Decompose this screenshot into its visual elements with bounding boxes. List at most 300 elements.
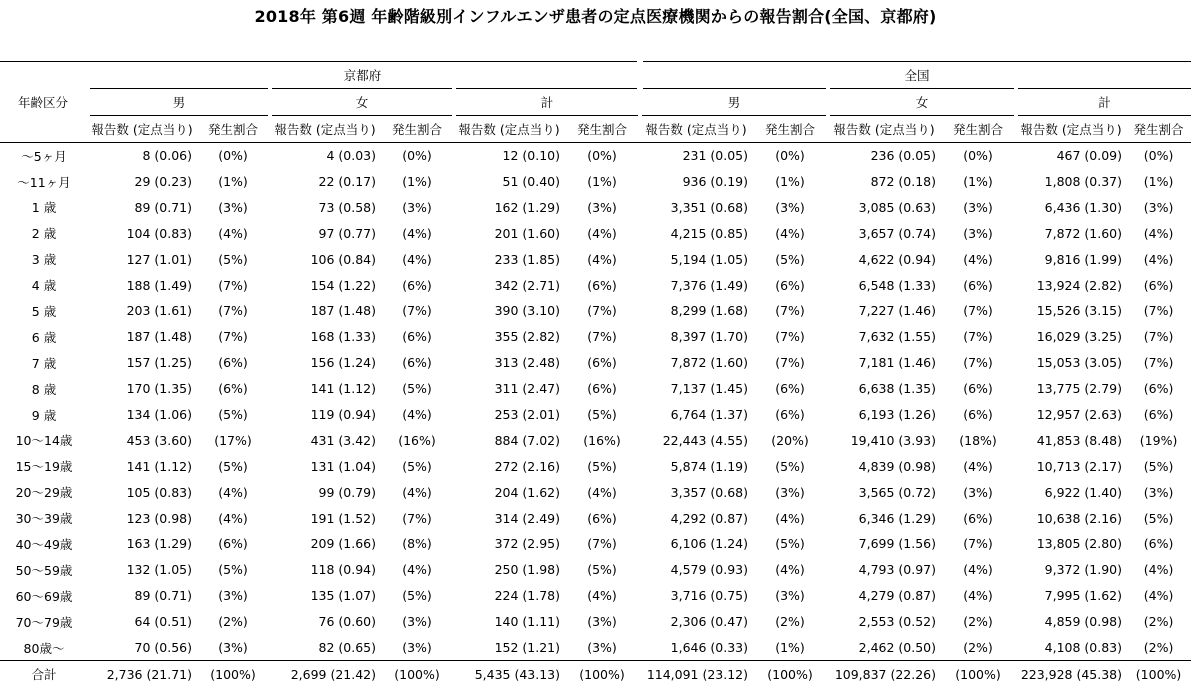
report-count-cell: 162 (1.29)	[494, 199, 560, 215]
rate-cell: (7%)	[963, 355, 993, 371]
report-count-cell: 168 (1.33)	[310, 329, 376, 345]
national-total-header: 計	[1016, 88, 1191, 115]
col-count-header: 報告数 (定点当り)	[640, 115, 752, 142]
rate-cell: (4%)	[402, 484, 432, 500]
rate-cell: (7%)	[1143, 355, 1174, 371]
rate-cell: (6%)	[402, 355, 432, 371]
rate-cell: (5%)	[402, 381, 432, 397]
rate-cell: (7%)	[1143, 329, 1174, 345]
rate-cell: (6%)	[1143, 381, 1174, 397]
report-count-cell: 127 (1.01)	[126, 251, 192, 267]
rate-cell: (18%)	[959, 432, 997, 448]
age-header: 年齢区分	[17, 94, 68, 110]
rate-cell: (16%)	[583, 432, 621, 448]
report-count-cell: 187 (1.48)	[126, 329, 192, 345]
rate-cell: (19%)	[1139, 432, 1178, 448]
table-row	[0, 324, 1191, 350]
report-count-cell: 7,699 (1.56)	[858, 536, 937, 552]
report-count-cell: 132 (1.05)	[126, 562, 192, 578]
rate-cell: (7%)	[587, 536, 617, 552]
rate-cell: (6%)	[218, 355, 248, 371]
rate-cell: (4%)	[402, 225, 432, 241]
rate-cell: (3%)	[963, 225, 993, 241]
rate-cell: (4%)	[402, 407, 432, 423]
report-count-cell: 10,713 (2.17)	[1036, 458, 1123, 474]
rate-cell: (100%)	[940, 661, 1016, 687]
report-count-cell: 4,579 (0.93)	[670, 562, 749, 578]
age-label: 80歳〜	[23, 640, 65, 656]
rate-cell: (6%)	[1143, 536, 1174, 552]
report-count-cell: 884 (7.02)	[494, 432, 560, 448]
col-count-header: 報告数 (定点当り)	[454, 115, 564, 142]
report-count-cell: 97 (0.77)	[318, 225, 376, 241]
table-row	[0, 376, 1191, 402]
report-count-cell: 3,085 (0.63)	[858, 199, 937, 215]
col-count-header: 報告数 (定点当り)	[270, 115, 380, 142]
report-count-cell: 467 (0.09)	[1056, 148, 1123, 164]
rate-cell: (4%)	[1143, 588, 1174, 604]
rate-cell: (3%)	[218, 640, 248, 656]
table-row	[0, 298, 1191, 324]
report-count-cell: 4,859 (0.98)	[1044, 614, 1123, 630]
report-count-cell: 170 (1.35)	[126, 381, 192, 397]
rate-cell: (1%)	[963, 174, 993, 189]
report-count-cell: 8,299 (1.68)	[670, 303, 749, 319]
report-count-cell: 3,716 (0.75)	[670, 588, 749, 604]
report-count-cell: 311 (2.47)	[494, 381, 560, 397]
kyoto-male-header: 男	[88, 88, 270, 115]
report-count-cell: 5,194 (1.05)	[670, 251, 749, 267]
report-count-cell: 204 (1.62)	[494, 484, 560, 500]
report-count-cell: 12 (0.10)	[502, 148, 560, 164]
rate-cell: (4%)	[402, 562, 432, 578]
report-count-cell: 3,351 (0.68)	[670, 199, 749, 215]
rate-cell: (3%)	[587, 199, 617, 215]
report-count-cell: 4 (0.03)	[326, 148, 376, 164]
report-count-cell: 141 (1.12)	[126, 458, 192, 474]
report-count-cell: 209 (1.66)	[310, 536, 376, 552]
report-count-cell: 187 (1.48)	[310, 303, 376, 319]
report-count-cell: 1,808 (0.37)	[1044, 174, 1123, 189]
rate-cell: (3%)	[775, 588, 805, 604]
rate-cell: (6%)	[587, 355, 617, 371]
table-row	[0, 246, 1191, 272]
report-count-cell: 15,526 (3.15)	[1036, 303, 1123, 319]
age-label: 6 歳	[31, 329, 57, 345]
report-count-cell: 73 (0.58)	[318, 199, 376, 215]
rate-cell: (2%)	[775, 614, 805, 630]
rate-cell: (5%)	[218, 562, 248, 578]
col-rate-header: 発生割合	[196, 115, 270, 142]
age-label: 40〜49歳	[15, 536, 73, 552]
age-label: 30〜39歳	[15, 511, 73, 527]
rate-cell: (3%)	[1143, 484, 1174, 500]
rate-cell: (7%)	[963, 536, 993, 552]
report-count-cell: 8 (0.06)	[142, 148, 192, 164]
report-count-cell: 431 (3.42)	[310, 432, 376, 448]
report-count-cell: 7,376 (1.49)	[670, 277, 749, 293]
age-label: 70〜79歳	[15, 614, 73, 630]
rate-cell: (6%)	[587, 381, 617, 397]
report-count-cell: 314 (2.49)	[494, 510, 560, 526]
rate-cell: (4%)	[587, 484, 617, 500]
rate-cell: (4%)	[218, 510, 248, 526]
report-count-cell: 6,548 (1.33)	[858, 277, 937, 293]
rate-cell: (3%)	[402, 640, 432, 656]
column-header-row	[0, 115, 1191, 142]
rate-cell: (6%)	[775, 381, 805, 397]
rate-cell: (5%)	[587, 407, 617, 423]
report-count-cell: 5,874 (1.19)	[670, 458, 749, 474]
report-count-cell: 342 (2.71)	[494, 277, 560, 293]
report-count-cell: 224 (1.78)	[494, 588, 560, 604]
report-count-cell: 51 (0.40)	[502, 174, 560, 189]
table-row	[0, 583, 1191, 609]
rate-cell: (4%)	[775, 225, 805, 241]
rate-cell: (2%)	[1143, 640, 1174, 656]
rate-cell: (4%)	[587, 588, 617, 604]
report-count-cell: 123 (0.98)	[126, 510, 192, 526]
rate-cell: (6%)	[1143, 407, 1174, 423]
rate-cell: (0%)	[218, 148, 248, 164]
rate-cell: (2%)	[963, 614, 993, 630]
report-count-cell: 236 (0.05)	[870, 148, 937, 164]
report-count-cell: 6,106 (1.24)	[670, 536, 749, 552]
age-label: 60〜69歳	[15, 588, 73, 604]
rate-cell: (3%)	[963, 199, 993, 215]
national-male-header: 男	[640, 88, 828, 115]
report-count-cell: 355 (2.82)	[494, 329, 560, 345]
report-count-cell: 2,306 (0.47)	[670, 614, 749, 630]
report-count-cell: 114,091 (23.12)	[640, 661, 752, 687]
total-row	[0, 661, 1191, 687]
report-count-cell: 233 (1.85)	[494, 251, 560, 267]
rate-cell: (4%)	[963, 458, 993, 474]
table-row	[0, 557, 1191, 583]
report-count-cell: 22,443 (4.55)	[662, 432, 749, 448]
rate-cell: (7%)	[587, 329, 617, 345]
report-count-cell: 10,638 (2.16)	[1036, 510, 1123, 526]
national-female-header: 女	[828, 88, 1016, 115]
region-header-row	[0, 62, 1191, 89]
age-label: 4 歳	[31, 278, 57, 294]
rate-cell: (5%)	[218, 458, 248, 474]
report-count-cell: 6,922 (1.40)	[1044, 484, 1123, 500]
rate-cell: (2%)	[1143, 614, 1174, 630]
rate-cell: (0%)	[963, 148, 993, 164]
table-row	[0, 453, 1191, 479]
rate-cell: (100%)	[196, 661, 270, 687]
rate-cell: (1%)	[775, 174, 805, 189]
rate-cell: (2%)	[218, 614, 248, 630]
rate-cell: (3%)	[775, 199, 805, 215]
report-count-cell: 2,699 (21.42)	[270, 661, 380, 687]
rate-cell: (3%)	[402, 199, 432, 215]
table-row	[0, 220, 1191, 246]
rate-cell: (1%)	[587, 174, 617, 189]
report-count-cell: 12,957 (2.63)	[1036, 407, 1123, 423]
rate-cell: (4%)	[963, 588, 993, 604]
rate-cell: (100%)	[1126, 661, 1191, 687]
col-rate-header: 発生割合	[564, 115, 640, 142]
report-count-cell: 9,816 (1.99)	[1044, 251, 1123, 267]
rate-cell: (5%)	[218, 251, 248, 267]
report-count-cell: 7,632 (1.55)	[858, 329, 937, 345]
report-count-cell: 6,436 (1.30)	[1044, 199, 1123, 215]
report-count-cell: 223,928 (45.38)	[1016, 661, 1126, 687]
rate-cell: (4%)	[1143, 225, 1174, 241]
report-count-cell: 4,622 (0.94)	[858, 251, 937, 267]
rate-cell: (3%)	[218, 588, 248, 604]
table-row	[0, 635, 1191, 661]
rate-cell: (4%)	[775, 562, 805, 578]
rate-cell: (6%)	[218, 536, 248, 552]
report-count-cell: 41,853 (8.48)	[1036, 432, 1123, 448]
rate-cell: (7%)	[402, 510, 432, 526]
report-count-cell: 131 (1.04)	[310, 458, 376, 474]
col-rate-header: 発生割合	[1126, 115, 1191, 142]
table-row	[0, 505, 1191, 531]
rate-cell: (0%)	[402, 148, 432, 164]
report-count-cell: 8,397 (1.70)	[670, 329, 749, 345]
age-label: 1 歳	[31, 200, 57, 216]
report-count-cell: 7,872 (1.60)	[670, 355, 749, 371]
page-title: 2018年 第6週 年齢階級別インフルエンザ患者の定点医療機関からの報告割合(全国、京都府)	[254, 7, 937, 26]
report-count-cell: 372 (2.95)	[494, 536, 560, 552]
rate-cell: (7%)	[775, 355, 805, 371]
report-count-cell: 6,346 (1.29)	[858, 510, 937, 526]
age-label: 10〜14歳	[15, 433, 73, 449]
report-count-cell: 3,565 (0.72)	[858, 484, 937, 500]
report-count-cell: 4,839 (0.98)	[858, 458, 937, 474]
report-count-cell: 6,638 (1.35)	[858, 381, 937, 397]
report-count-cell: 105 (0.83)	[126, 484, 192, 500]
report-count-cell: 13,805 (2.80)	[1036, 536, 1123, 552]
rate-cell: (6%)	[963, 381, 993, 397]
rate-cell: (5%)	[1143, 458, 1174, 474]
rate-cell: (4%)	[218, 484, 248, 500]
rate-cell: (7%)	[963, 329, 993, 345]
rate-cell: (5%)	[218, 407, 248, 423]
rate-cell: (7%)	[218, 303, 248, 319]
rate-cell: (20%)	[771, 432, 809, 448]
rate-cell: (5%)	[587, 562, 617, 578]
report-count-cell: 9,372 (1.90)	[1044, 562, 1123, 578]
rate-cell: (6%)	[587, 510, 617, 526]
report-count-cell: 5,435 (43.13)	[454, 661, 564, 687]
report-count-cell: 313 (2.48)	[494, 355, 560, 371]
rate-cell: (100%)	[752, 661, 828, 687]
rate-cell: (3%)	[402, 614, 432, 630]
rate-cell: (8%)	[402, 536, 432, 552]
report-count-cell: 82 (0.65)	[318, 640, 376, 656]
report-count-cell: 7,995 (1.62)	[1044, 588, 1123, 604]
report-count-cell: 272 (2.16)	[494, 458, 560, 474]
report-count-cell: 7,181 (1.46)	[858, 355, 937, 371]
report-count-cell: 872 (0.18)	[870, 174, 937, 189]
rate-cell: (0%)	[1143, 148, 1174, 164]
table-row	[0, 350, 1191, 376]
report-count-cell: 1,646 (0.33)	[670, 640, 749, 656]
col-count-header: 報告数 (定点当り)	[1016, 115, 1126, 142]
table-row	[0, 531, 1191, 557]
age-header-blank	[0, 62, 88, 89]
rate-cell: (6%)	[587, 277, 617, 293]
rate-cell: (4%)	[775, 510, 805, 526]
rate-cell: (7%)	[963, 303, 993, 319]
report-count-cell: 19,410 (3.93)	[850, 432, 937, 448]
report-count-cell: 89 (0.71)	[134, 199, 192, 215]
report-count-cell: 6,764 (1.37)	[670, 407, 749, 423]
rate-cell: (4%)	[218, 225, 248, 241]
report-count-cell: 106 (0.84)	[310, 251, 376, 267]
rate-cell: (3%)	[587, 614, 617, 630]
col-rate-header: 発生割合	[380, 115, 454, 142]
report-count-cell: 231 (0.05)	[682, 148, 749, 164]
report-count-cell: 13,775 (2.79)	[1036, 381, 1123, 397]
report-count-cell: 188 (1.49)	[126, 277, 192, 293]
report-count-cell: 203 (1.61)	[126, 303, 192, 319]
table-row	[0, 194, 1191, 220]
rate-cell: (5%)	[402, 588, 432, 604]
age-label: 〜11ヶ月	[17, 174, 71, 190]
report-count-cell: 22 (0.17)	[318, 174, 376, 189]
rate-cell: (4%)	[963, 251, 993, 267]
report-count-cell: 453 (3.60)	[126, 432, 192, 448]
col-count-header: 報告数 (定点当り)	[828, 115, 940, 142]
col-count-header: 報告数 (定点当り)	[88, 115, 196, 142]
report-count-cell: 191 (1.52)	[310, 510, 376, 526]
region-national-header: 全国	[640, 62, 1191, 89]
report-count-cell: 15,053 (3.05)	[1036, 355, 1123, 371]
age-label: 8 歳	[31, 381, 57, 397]
report-count-cell: 2,736 (21.71)	[88, 661, 196, 687]
rate-cell: (5%)	[775, 458, 805, 474]
rate-cell: (5%)	[1143, 510, 1174, 526]
age-label: 20〜29歳	[15, 485, 73, 501]
rate-cell: (3%)	[963, 484, 993, 500]
report-count-cell: 163 (1.29)	[126, 536, 192, 552]
rate-cell: (5%)	[775, 251, 805, 267]
report-count-cell: 390 (3.10)	[494, 303, 560, 319]
rate-cell: (3%)	[1143, 199, 1174, 215]
report-count-cell: 118 (0.94)	[310, 562, 376, 578]
rate-cell: (7%)	[218, 277, 248, 293]
table-row	[0, 272, 1191, 298]
rate-cell: (4%)	[402, 251, 432, 267]
report-count-cell: 2,553 (0.52)	[858, 614, 937, 630]
table-row	[0, 169, 1191, 195]
rate-cell: (6%)	[402, 277, 432, 293]
report-count-cell: 936 (0.19)	[682, 174, 749, 189]
report-count-cell: 140 (1.11)	[494, 614, 560, 630]
report-count-cell: 13,924 (2.82)	[1036, 277, 1123, 293]
report-count-cell: 4,108 (0.83)	[1044, 640, 1123, 656]
report-count-cell: 16,029 (3.25)	[1036, 329, 1123, 345]
report-count-cell: 89 (0.71)	[134, 588, 192, 604]
table-row	[0, 609, 1191, 635]
age-label: 9 歳	[31, 407, 57, 423]
rate-cell: (5%)	[775, 536, 805, 552]
age-label: 合計	[0, 661, 88, 687]
rate-cell: (6%)	[963, 277, 993, 293]
report-count-cell: 154 (1.22)	[310, 277, 376, 293]
rate-cell: (0%)	[775, 148, 805, 164]
age-label: 3 歳	[31, 252, 57, 268]
rate-cell: (4%)	[587, 225, 617, 241]
rate-cell: (3%)	[218, 199, 248, 215]
table-row	[0, 479, 1191, 505]
report-count-cell: 3,357 (0.68)	[670, 484, 749, 500]
report-count-cell: 99 (0.79)	[318, 484, 376, 500]
report-count-cell: 3,657 (0.74)	[858, 225, 937, 241]
rate-cell: (0%)	[587, 148, 617, 164]
age-subheader-blank	[0, 115, 88, 142]
report-count-cell: 135 (1.07)	[310, 588, 376, 604]
report-count-cell: 76 (0.60)	[318, 614, 376, 630]
age-label: 2 歳	[31, 226, 57, 242]
report-count-cell: 253 (2.01)	[494, 407, 560, 423]
rate-cell: (17%)	[214, 432, 252, 448]
rate-cell: (4%)	[1143, 251, 1174, 267]
rate-cell: (6%)	[218, 381, 248, 397]
report-count-cell: 2,462 (0.50)	[858, 640, 937, 656]
rate-cell: (6%)	[402, 329, 432, 345]
rate-cell: (6%)	[1143, 277, 1174, 293]
report-count-cell: 152 (1.21)	[494, 640, 560, 656]
report-count-cell: 7,872 (1.60)	[1044, 225, 1123, 241]
rate-cell: (6%)	[775, 407, 805, 423]
rate-cell: (6%)	[963, 407, 993, 423]
age-label: 5 歳	[31, 303, 57, 319]
report-count-cell: 29 (0.23)	[134, 174, 192, 189]
rate-cell: (4%)	[587, 251, 617, 267]
report-count-cell: 119 (0.94)	[310, 407, 376, 423]
report-count-cell: 4,279 (0.87)	[858, 588, 937, 604]
report-count-cell: 64 (0.51)	[134, 614, 192, 630]
report-count-cell: 157 (1.25)	[126, 355, 192, 371]
report-count-cell: 4,292 (0.87)	[670, 510, 749, 526]
report-count-cell: 6,193 (1.26)	[858, 407, 937, 423]
age-label: 7 歳	[31, 355, 57, 371]
rate-cell: (4%)	[963, 562, 993, 578]
report-count-cell: 104 (0.83)	[126, 225, 192, 241]
rate-cell: (1%)	[1143, 174, 1174, 189]
report-count-cell: 70 (0.56)	[134, 640, 192, 656]
report-count-cell: 4,793 (0.97)	[858, 562, 937, 578]
age-label: 15〜19歳	[15, 459, 73, 475]
table-row	[0, 427, 1191, 453]
rate-cell: (7%)	[775, 329, 805, 345]
table-row	[0, 142, 1191, 168]
col-rate-header: 発生割合	[752, 115, 828, 142]
rate-cell: (1%)	[402, 174, 432, 189]
influenza-age-table	[0, 61, 1191, 687]
rate-cell: (7%)	[218, 329, 248, 345]
rate-cell: (5%)	[402, 458, 432, 474]
col-rate-header: 発生割合	[940, 115, 1016, 142]
table-row	[0, 402, 1191, 428]
rate-cell: (6%)	[963, 510, 993, 526]
sex-header-row	[0, 88, 1191, 115]
rate-cell: (16%)	[398, 432, 436, 448]
report-count-cell: 109,837 (22.26)	[828, 661, 940, 687]
kyoto-female-header: 女	[270, 88, 454, 115]
age-label: 50〜59歳	[15, 562, 73, 578]
rate-cell: (1%)	[218, 174, 248, 189]
report-count-cell: 134 (1.06)	[126, 407, 192, 423]
age-label: 〜5ヶ月	[21, 148, 67, 164]
